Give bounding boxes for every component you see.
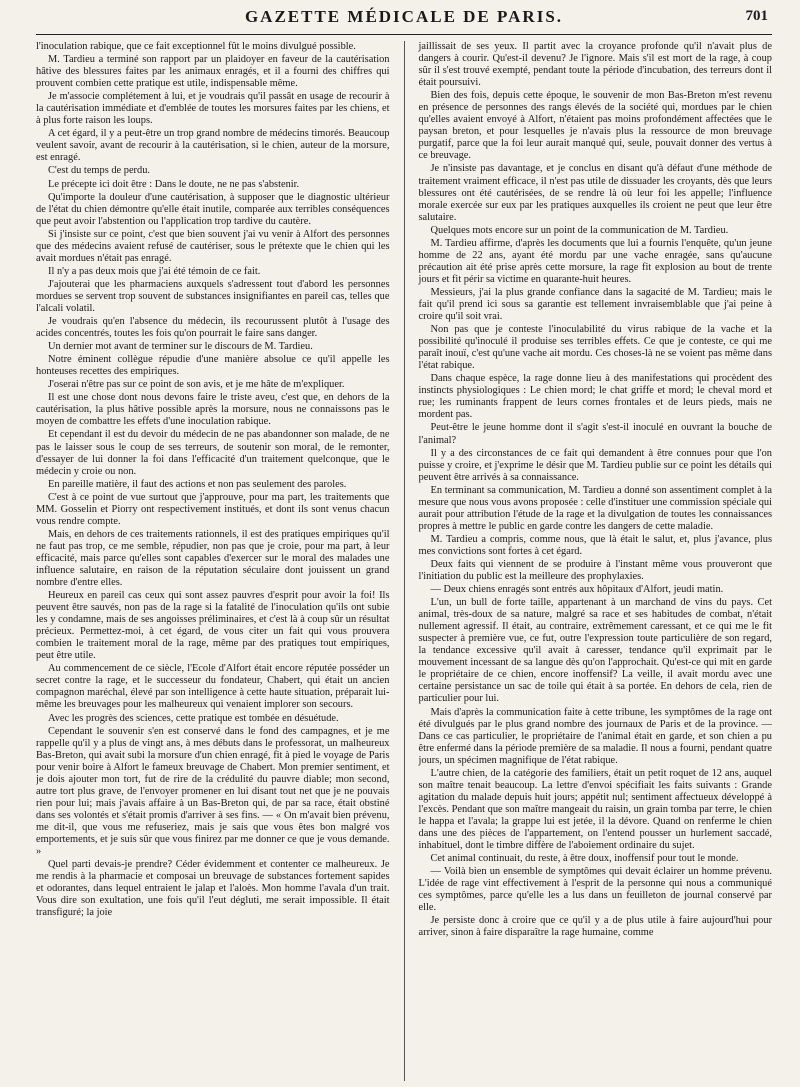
paragraph: Il n'y a pas deux mois que j'ai été témoin de ce fait. xyxy=(48,265,261,277)
paragraph: Deux faits qui viennent de se produire à l'instant même vous prouveront que l'initiation du public est la meilleure des prophylaxies. xyxy=(418,558,772,583)
paragraph: — Voilà bien un ensemble de symptômes qui devait éclairer un homme prévenu. L'idée de rage vint effectivement à l'esprit de la personne qui nous a communiqué ces symptômes, parce qu'elle les a lus dans un feuilleton de journal conservé par elle. xyxy=(418,866,772,914)
journal-title: GAZETTE MÉDICALE DE PARIS. xyxy=(244,7,564,26)
text-columns xyxy=(36,41,772,1081)
paragraph: Cet animal continuait, du reste, à être doux, inoffensif pour tout le monde. xyxy=(430,853,739,865)
paragraph: L'autre chien, de la catégorie des familiers, était un petit roquet de 12 ans, auquel son maître tenait beaucoup. La lettre d'envoi spécifiait les faits suivants : Grande agitation du malade depuis huit jours; appétit nul; sentiment affectueux développé à l'excès. Pendant que son maître mangeait du raisin, un grain tomba par terre, le chien le happa et l'avala; la grappe lui est jetée, il la dévore. Quand on renferme le chien dans une des pièces de l'appartement, on l'entend pousser un hurlement saccadé, inhabituel, dont le timbre diffère de l'aboiement ordinaire du sujet. xyxy=(418,767,772,852)
paragraph: Peut-être le jeune homme dont il s'agit s'est-il inoculé en ouvrant la bouche de l'animal? xyxy=(418,422,772,446)
paragraph: Non pas que je conteste l'inoculabilité du virus rabique de la vache et la possibilité qu'inoculé il produise ses terribles effets. Ce que je conteste, ce qui me paraît inouï, c'est qu'une vache ait mordu. Ces choses-là ne se voient pas même dans l'état rabique. xyxy=(418,324,772,372)
running-header xyxy=(36,0,772,35)
paragraph: Un dernier mot avant de terminer sur le discours de M. Tardieu. xyxy=(48,341,313,353)
paragraph: C'est à ce point de vue surtout que j'approuve, pour ma part, les traitements que MM. Gosselin et Piorry ont respectivement institués, et dont ils sont venus chacun vous rendre compte. xyxy=(36,491,390,527)
paragraph: Qu'importe la douleur d'une cautérisation, à supposer que le diagnostic ultérieur de l'état du chien démontre qu'elle était inutile, comparée aux terribles conséquences que peut avoir l'abstention ou l'application trop tardive du cautère. xyxy=(36,191,390,227)
paragraph: jaillissait de ses yeux. Il partit avec la croyance profonde qu'il n'avait plus de dangers à courir. Qu'est-il devenu? Je l'ignore. Mais s'il est mort de la rage, à coup sûr il s'est trouvé exempté, pendant toute la période d'incubation, des terreurs dont il était poursuivi. xyxy=(418,41,772,89)
paragraph: M. Tardieu a terminé son rapport par un plaidoyer en faveur de la cautérisation hâtive des blessures faites par les animaux enragés, et il a fourni des chiffres qui prouvent combien cette pratique est utile, indispensable même. xyxy=(36,54,390,90)
paragraph: Avec les progrès des sciences, cette pratique est tombée en désuétude. xyxy=(48,712,339,724)
page-number: 701 xyxy=(745,8,768,24)
paragraph: En pareille matière, il faut des actions et non pas seulement des paroles. xyxy=(48,478,347,490)
paragraph: Si j'insiste sur ce point, c'est que bien souvent j'ai vu venir à Alfort des personnes que des médecins avaient refusé de cautériser, sous le prétexte que le chien qui les avait mordues n'était pas enragé. xyxy=(36,228,390,264)
paragraph: M. Tardieu a compris, comme nous, que là était le salut, et, plus j'avance, plus mes convictions sont fortes à cet égard. xyxy=(418,533,772,557)
paragraph: C'est du temps de perdu. xyxy=(48,165,151,177)
paragraph: A cet égard, il y a peut-être un trop grand nombre de médecins timorés. Beaucoup veulent savoir, avant de recourir à la cautérisation, si le chien, auteur de la morsure, est enragé. xyxy=(36,128,390,164)
paragraph: Mais, en dehors de ces traitements rationnels, il est des pratiques empiriques qu'il ne faut pas trop, ce me semble, répudier, non pas que je croie, pour ma part, à leur efficacité, mais parce qu'elles sont capables d'exercer sur le moral des malades une influence salutaire, en raison de la réputation séculaire dont jouissent un grand nombre d'entre elles. xyxy=(36,528,390,589)
paragraph: Cependant le souvenir s'en est conservé dans le fond des campagnes, et je me rappelle qu'il y a plus de vingt ans, à mes débuts dans le professorat, un malheureux Bas-Breton, qui avait subi la morsure d'un chien enragé, fit à pied le voyage de Paris pour venir boire à Alfort le fameux breuvage de Chabert. Mon premier sentiment, et je dois ajouter mon tort, fut de rire de la crédulité du pauvre diable; mon second, autre tort plus grave, de l'envoyer promener en lui disant tout net que je ne pouvais rien pour lui; mais j'avais affaire à un Bas-Breton qui, de par sa race, était obstiné dans ses volontés et s'était promis d'arriver à ses fins. — « On m'avait bien prévenu, me dit-il, que vous me refuseriez, mais je sais que vous êtes bon malgré vos emportements, et je suis sûr que vous finirez par me donner ce que je vous demande. » xyxy=(36,725,390,858)
paragraph: Heureux en pareil cas ceux qui sont assez pauvres d'esprit pour avoir la foi! Ils peuvent être sauvés, non pas de la rage si la fatalité de l'inoculation qu'ils ont subie les y condamne, mais de ses angoisses préliminaires, et c'est là à coup sûr un résultat précieux. Permettez-moi, à cet égard, de vous citer un fait qui vous prouvera combien le traitement moral de la rage, même par des pratiques tout empiriques, peut être utile. xyxy=(36,590,390,662)
paragraph: Je voudrais qu'en l'absence du médecin, ils recourussent plutôt à l'usage des acides concentrés, toutes les fois qu'on pourrait le faire sans danger. xyxy=(36,316,390,340)
paragraph: Il est une chose dont nous devons faire le triste aveu, c'est que, en dehors de la cautérisation, la plus hâtive possible après la morsure, nous ne connaissons pas le moyen de combattre les effets d'une inoculation rabique. xyxy=(36,392,390,428)
paragraph: Au commencement de ce siècle, l'Ecole d'Alfort était encore réputée posséder un secret contre la rage, et le successeur du fondateur, Chabert, qui était un ancien compagnon maréchal, élevé par son intelligence à cette haute situation, préparait lui-même les breuvages pour les malheureux qui venaient implorer son secours. xyxy=(36,663,390,711)
paragraph: M. Tardieu affirme, d'après les documents que lui a fournis l'enquête, qu'un jeune homme de 22 ans, ayant été mordu par une vache enragée, sans qu'aucune précaution ait été prise après cette morsure, la rage fit explosion au bout de trente jours et fit périr sa victime en quarante-huit heures. xyxy=(418,237,772,285)
paragraph: Il y a des circonstances de ce fait qui demandent à être connues pour que l'on puisse y croire, et j'exprime le désir que M. Tardieu publie sur ce point les détails qui peuvent être arrivés à sa connaissance. xyxy=(418,447,772,483)
paragraph: Je m'associe complétement à lui, et je voudrais qu'il passât en usage de recourir à la cautérisation immédiate et d'emblée de toutes les morsures faites par les chiens, et à plus forte raison les loups. xyxy=(36,91,390,127)
paragraph: En terminant sa communication, M. Tardieu a donné son assentiment complet à la mesure que nous vous avons proposée : celle d'instituer une commission spéciale qui aurait pour attribution l'étude de la rage et la divulgation de toutes les connaissances propres à mettre le public en garde contre les dangers de cette maladie. xyxy=(418,484,772,532)
paragraph: Quel parti devais-je prendre? Céder évidemment et contenter ce malheureux. Je me rendis à la pharmacie et composai un breuvage de substances fortement sapides et odorantes, dans lequel entraient le jalap et l'aloès. Mon homme l'avala d'un trait. Vous dire son exultation, une fois qu'il l'eut dégluti, me serait impossible. Il était transfiguré; la joie xyxy=(36,859,390,919)
paragraph: Et cependant il est du devoir du médecin de ne pas abandonner son malade, de ne pas le laisser sous le coup de ses terreurs, de soutenir son moral, de le remonter, d'essayer de lui donner la foi dans l'efficacité d'un traitement quelconque, que le médecin y croie ou non. xyxy=(36,429,390,477)
paragraph: Quelques mots encore sur un point de la communication de M. Tardieu. xyxy=(430,224,729,236)
paragraph: J'ajouterai que les pharmaciens auxquels s'adressent tout d'abord les personnes mordues se servent trop souvent de substances insignifiantes en pareil cas, telles que l'alcali volatil. xyxy=(36,278,390,314)
paragraph: l'inoculation rabique, que ce fait exceptionnel fût le moins divulgué possible. xyxy=(36,41,356,52)
left-column xyxy=(36,41,390,1081)
paragraph: Notre éminent collègue répudie d'une manière absolue ce qu'il appelle les honteuses recettes des empiriques. xyxy=(36,354,390,378)
column-divider xyxy=(404,41,405,1081)
paragraph: J'oserai n'être pas sur ce point de son avis, et je me hâte de m'expliquer. xyxy=(48,379,345,391)
paragraph: — Deux chiens enragés sont entrés aux hôpitaux d'Alfort, jeudi matin. xyxy=(430,584,724,596)
paragraph: Je persiste donc à croire que ce qu'il y a de plus utile à faire aujourd'hui pour arriver, sinon à faire disparaître la rage humaine, comme xyxy=(418,915,772,939)
paragraph: Messieurs, j'ai la plus grande confiance dans la sagacité de M. Tardieu; mais le fait qu'il prend ici sous sa garantie est tellement invraisemblable que j'ai peine à croire qu'il soit vrai. xyxy=(418,286,772,323)
paragraph: Mais d'après la communication faite à cette tribune, les symptômes de la rage ont été divulgués par le plus grand nombre des journaux de Paris et de la province. — Dans ce cas particulier, le propriétaire de l'animal était en garde, et son chien a pu être enfermé dans la période première de sa maladie. Il nous a fourni, pendant quatre jours, un spécimen magnifique de l'état rabique. xyxy=(418,706,772,766)
paragraph: Je n'insiste pas davantage, et je conclus en disant qu'à défaut d'une méthode de traitement vraiment efficace, il n'est pas utile de dissuader les croyants, dès que leurs blessures ont été cautérisées, de se rendre là où leur foi les appelle; l'influence morale exercée sur eux par les pratiques auxquelles ils croient ne peut que leur être salutaire. xyxy=(418,163,772,223)
paragraph: Le précepte ici doit être : Dans le doute, ne ne pas s'abstenir. xyxy=(48,178,300,190)
paragraph: L'un, un bull de forte taille, appartenant à un marchand de vins du pays. Cet animal, très-doux de sa nature, malgré sa race et ses habitudes de combat, n'était nullement agressif. Il était, au contraire, extrêmement caressant, et ce qui me le fit suspecter à première vue, ce fut, outre l'expression toute particulière de son regard, la tendance excessive qu'il avait à caresser, tendance qu'il exprimait par le mouvement incessant de sa langue dès qu'on l'approchait. Qu'est-ce qui mit en garde le propriétaire de ce chien, encore inoffensif? La veille, il avait mordu avec une certaine persistance un sac de toile qui était à sa portée. En dehors de cela, rien de particulier pour lui. xyxy=(418,597,772,705)
paragraph: Bien des fois, depuis cette époque, le souvenir de mon Bas-Breton m'est revenu en présence de personnes des rangs élevés de la société qui, mordues par le chien qu'elles avaient envoyé à Alfort, n'étaient pas moins profondément affectées que le paysan breton, et pour lesquelles je n'avais plus la ressource de mon breuvage purgatif, parce que la foi leur aurait manqué qui, seule, pouvait donner des vertus à ce breuvage. xyxy=(418,90,772,162)
paragraph: Dans chaque espèce, la rage donne lieu à des manifestations qui procèdent des instincts physiologiques : Le chien mord; le chat griffe et mord; le cheval mord et rue; les ruminants frappent de leurs cornes frontales et de leurs pieds, mais ne mordent pas. xyxy=(418,373,772,421)
right-column xyxy=(419,41,773,1081)
